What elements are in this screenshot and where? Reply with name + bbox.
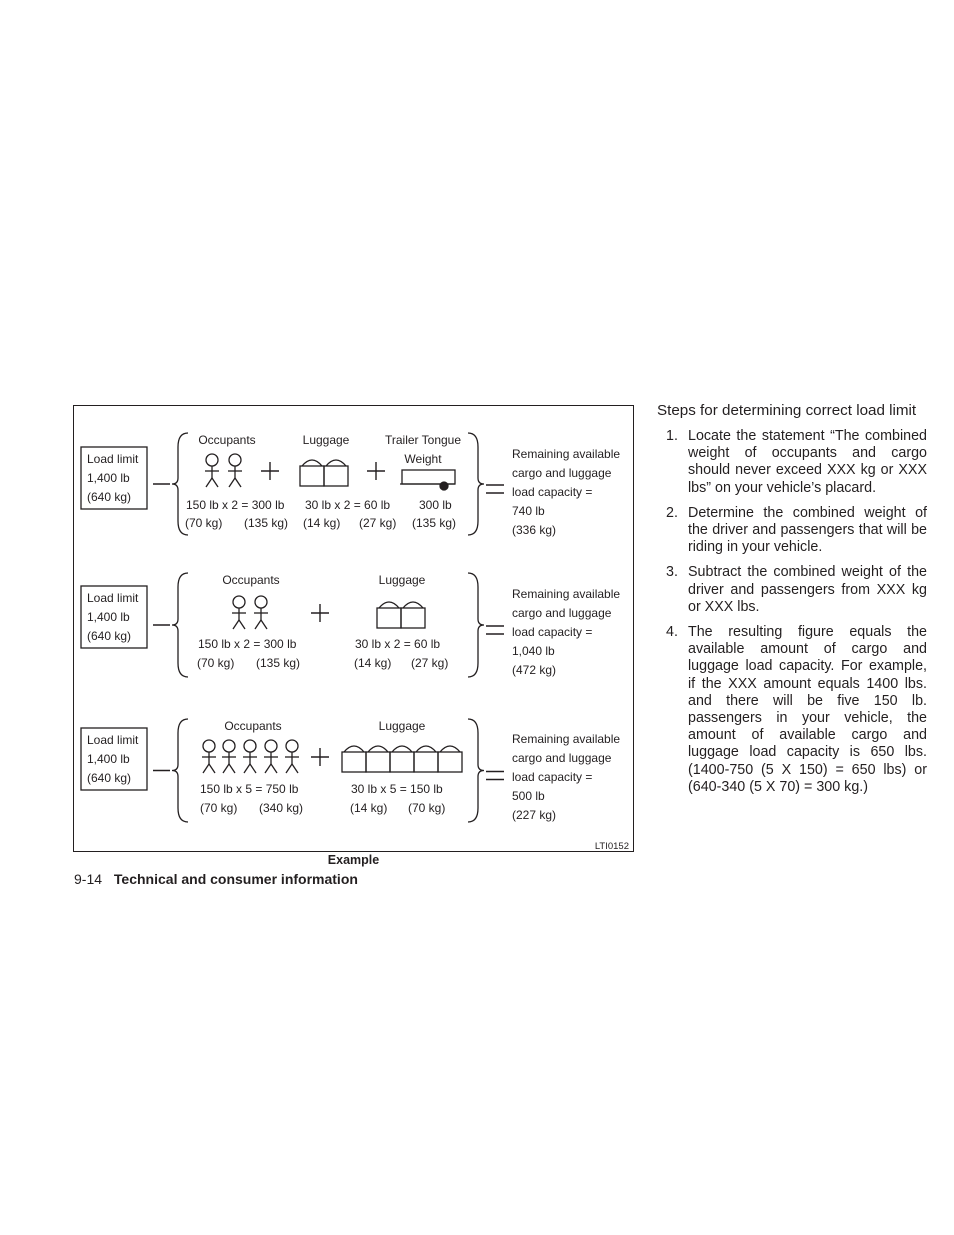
luggage-handle — [392, 746, 412, 752]
person-icon — [222, 740, 236, 773]
metric-text: (70 kg) — [408, 801, 446, 815]
left-bracket — [172, 573, 188, 677]
result-text: (472 kg) — [512, 663, 557, 677]
luggage-heading: Luggage — [378, 573, 426, 587]
person-head — [265, 740, 277, 752]
metric-text: (70 kg) — [200, 801, 238, 815]
metric-text: (70 kg) — [185, 516, 223, 530]
load-limit-text: 1,400 lb — [87, 610, 130, 624]
luggage-handle — [326, 460, 346, 466]
person-icon — [254, 596, 268, 629]
result-text: (227 kg) — [512, 808, 557, 822]
panel-trailer-example — [81, 433, 620, 537]
luggage-handle — [379, 602, 399, 608]
load-limit-text: 1,400 lb — [87, 471, 130, 485]
result-text: (336 kg) — [512, 523, 557, 537]
person-leg — [250, 764, 256, 773]
load-limit-text: Load limit — [87, 733, 139, 747]
step-text: The resulting figure equals the available amount of cargo and luggage load capacity. For example, if the XXX amount equals 1400 lbs. and there will be five 150 lb. passengers in your vehicle, the amount of available cargo and luggage load capacity is 650 lbs. (1400-750 (5 X 150) = 650 lbs) or (640-340 (5 X 70) = 300 kg.) — [688, 624, 927, 795]
metric-text: (135 kg) — [244, 516, 289, 530]
load-limit-text: Load limit — [87, 452, 139, 466]
luggage-box — [438, 752, 462, 772]
calc-text: 30 lb x 2 = 60 lb — [355, 637, 441, 651]
load-limit-text: (640 kg) — [87, 629, 132, 643]
occupants-heading: Occupants — [224, 719, 282, 733]
step-text: Subtract the combined weight of the driver and passengers from XXX kg or XXX lbs. — [688, 564, 927, 615]
plus-icon — [311, 748, 329, 766]
person-head — [233, 596, 245, 608]
result-text: 740 lb — [512, 504, 545, 518]
occupants-heading: Occupants — [222, 573, 280, 587]
person-head — [244, 740, 256, 752]
person-head — [255, 596, 267, 608]
right-bracket — [468, 573, 484, 677]
luggage-icon — [342, 746, 462, 772]
trailer-body — [402, 470, 455, 484]
person-head — [286, 740, 298, 752]
result-text: 1,040 lb — [512, 644, 555, 658]
load-limit-text: (640 kg) — [87, 490, 132, 504]
luggage-box — [324, 466, 348, 486]
calc-text: 300 lb — [419, 498, 452, 512]
calc-text: 150 lb x 2 = 300 lb — [186, 498, 285, 512]
figure-id: LTI0152 — [594, 841, 629, 851]
luggage-icon — [377, 602, 425, 628]
luggage-box — [414, 752, 438, 772]
equals-icon — [486, 485, 504, 493]
person-leg — [209, 764, 215, 773]
step-number: 1. — [666, 428, 678, 444]
person-head — [203, 740, 215, 752]
luggage-heading: Luggage — [302, 433, 350, 447]
luggage-handle — [344, 746, 364, 752]
person-leg — [229, 764, 235, 773]
result-text: load capacity = — [512, 485, 593, 499]
equals-icon — [486, 626, 504, 634]
metric-text: (14 kg) — [303, 516, 341, 530]
person-leg — [235, 478, 241, 487]
person-leg — [271, 764, 277, 773]
load-limit-example-figure — [73, 405, 634, 852]
person-leg — [212, 478, 218, 487]
right-bracket — [468, 433, 484, 535]
calc-text: 150 lb x 5 = 750 lb — [200, 782, 299, 796]
person-leg — [223, 764, 229, 773]
steps-section — [657, 402, 927, 804]
step-number: 2. — [666, 504, 678, 521]
left-bracket — [172, 719, 188, 822]
metric-text: (14 kg) — [350, 801, 388, 815]
result-text: cargo and luggage — [512, 751, 612, 765]
person-leg — [206, 478, 212, 487]
result-text: load capacity = — [512, 625, 593, 639]
person-leg — [292, 764, 298, 773]
result-text: 500 lb — [512, 789, 545, 803]
luggage-box — [300, 466, 324, 486]
result-text: Remaining available — [512, 587, 621, 601]
luggage-box — [390, 752, 414, 772]
luggage-heading: Luggage — [378, 719, 426, 733]
load-limit-text: (640 kg) — [87, 771, 132, 785]
page-number: 9-14 — [74, 871, 103, 887]
equals-icon — [486, 772, 504, 780]
step-item — [657, 505, 927, 557]
trailer-heading: Trailer Tongue — [384, 433, 462, 447]
plus-icon — [261, 462, 279, 480]
calc-text: 30 lb x 2 = 60 lb — [305, 498, 391, 512]
luggage-handle — [403, 602, 423, 608]
result-text: load capacity = — [512, 770, 593, 784]
steps-list — [657, 428, 927, 796]
person-icon — [264, 740, 278, 773]
step-number: 3. — [666, 564, 678, 581]
luggage-handle — [302, 460, 322, 466]
person-leg — [261, 620, 267, 629]
panel-two-occupants — [81, 573, 620, 677]
luggage-icon — [300, 460, 348, 486]
metric-text: (27 kg) — [411, 656, 449, 670]
person-icon — [243, 740, 257, 773]
load-limit-text: 1,400 lb — [87, 752, 130, 766]
luggage-handle — [368, 746, 388, 752]
steps-heading: Steps for determining correct load limit — [657, 402, 917, 419]
person-icon — [285, 740, 299, 773]
step-item — [657, 564, 927, 616]
right-bracket — [468, 719, 484, 822]
person-head — [206, 454, 218, 466]
person-leg — [229, 478, 235, 487]
metric-text: (340 kg) — [259, 801, 304, 815]
calc-text: 30 lb x 5 = 150 lb — [351, 782, 443, 796]
luggage-handle — [440, 746, 460, 752]
step-item — [657, 428, 927, 497]
luggage-box — [401, 608, 425, 628]
person-icon — [228, 454, 242, 487]
result-text: Remaining available — [512, 732, 621, 746]
metric-text: (135 kg) — [412, 516, 457, 530]
metric-text: (27 kg) — [359, 516, 397, 530]
panel-five-occupants — [81, 719, 620, 822]
luggage-box — [377, 608, 401, 628]
metric-text: (14 kg) — [354, 656, 392, 670]
figure-drawing — [74, 406, 633, 851]
person-head — [229, 454, 241, 466]
luggage-handle — [416, 746, 436, 752]
step-item — [657, 624, 927, 796]
trailer-tongue-icon — [400, 470, 455, 490]
step-text: Locate the statement “The combined weight of occupants and cargo should never exceed XXX kg or XXX lbs” on your vehicle’s placard. — [688, 428, 927, 496]
person-leg — [233, 620, 239, 629]
result-text: cargo and luggage — [512, 466, 612, 480]
page-footer — [74, 871, 358, 887]
trailer-heading: Weight — [404, 452, 442, 466]
person-leg — [239, 620, 245, 629]
plus-icon — [311, 604, 329, 622]
person-icon — [202, 740, 216, 773]
metric-text: (70 kg) — [197, 656, 235, 670]
person-leg — [265, 764, 271, 773]
figure-caption: Example — [327, 853, 380, 867]
metric-text: (135 kg) — [256, 656, 301, 670]
result-text: Remaining available — [512, 447, 621, 461]
occupants-heading: Occupants — [198, 433, 256, 447]
person-leg — [255, 620, 261, 629]
calc-text: 150 lb x 2 = 300 lb — [198, 637, 297, 651]
section-title: Technical and consumer information — [113, 871, 358, 887]
plus-icon — [367, 462, 385, 480]
step-text: Determine the combined weight of the driver and passengers that will be riding in your vehicle. — [688, 504, 927, 556]
person-leg — [244, 764, 250, 773]
person-icon — [205, 454, 219, 487]
person-leg — [286, 764, 292, 773]
person-head — [223, 740, 235, 752]
person-leg — [203, 764, 209, 773]
luggage-box — [366, 752, 390, 772]
result-text: cargo and luggage — [512, 606, 612, 620]
load-limit-text: Load limit — [87, 591, 139, 605]
trailer-ball — [440, 482, 448, 490]
person-icon — [232, 596, 246, 629]
luggage-box — [342, 752, 366, 772]
step-number: 4. — [666, 624, 678, 641]
